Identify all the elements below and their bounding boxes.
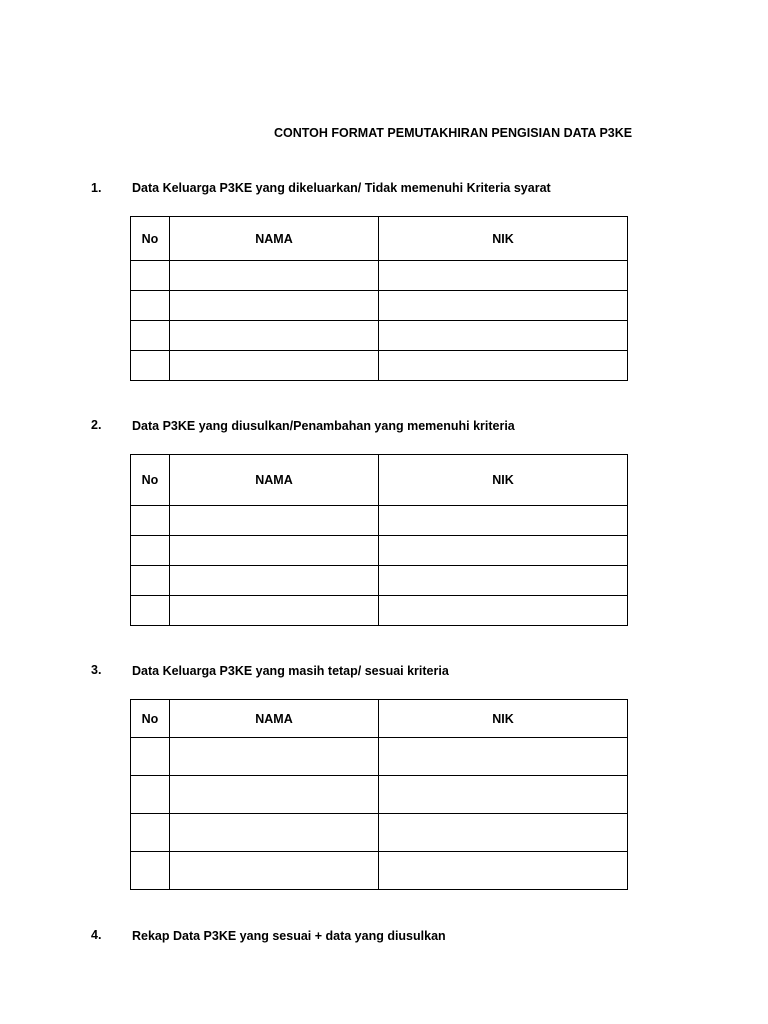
section-4-number: 4. [91, 928, 102, 942]
cell-no[interactable] [131, 506, 170, 536]
cell-nama[interactable] [170, 261, 379, 291]
table-row [131, 566, 628, 596]
section-3-table [130, 699, 628, 890]
cell-nik[interactable] [379, 291, 628, 321]
column-header-nik: NIK [379, 455, 628, 506]
cell-nama[interactable] [170, 596, 379, 626]
cell-nama[interactable] [170, 506, 379, 536]
table-header-row [131, 700, 628, 738]
cell-no[interactable] [131, 776, 170, 814]
cell-no[interactable] [131, 536, 170, 566]
table-row [131, 596, 628, 626]
column-header-nik: NIK [379, 700, 628, 738]
table-row [131, 852, 628, 890]
column-header-nik: NIK [379, 217, 628, 261]
cell-no[interactable] [131, 261, 170, 291]
table-row [131, 261, 628, 291]
column-header-no: No [131, 455, 170, 506]
section-1-heading: Data Keluarga P3KE yang dikeluarkan/ Tidak memenuhi Kriteria syarat [132, 181, 551, 195]
table-row [131, 291, 628, 321]
column-header-nama: NAMA [170, 700, 379, 738]
column-header-nama: NAMA [170, 455, 379, 506]
section-1-number: 1. [91, 181, 102, 195]
table-row [131, 814, 628, 852]
page-title: CONTOH FORMAT PEMUTAKHIRAN PENGISIAN DATA P3KE [274, 126, 633, 140]
cell-no[interactable] [131, 814, 170, 852]
cell-no[interactable] [131, 596, 170, 626]
section-2-heading: Data P3KE yang diusulkan/Penambahan yang memenuhi kriteria [132, 419, 515, 433]
section-2-number: 2. [91, 418, 102, 432]
column-header-nama: NAMA [170, 217, 379, 261]
cell-nik[interactable] [379, 776, 628, 814]
cell-no[interactable] [131, 351, 170, 381]
section-3-number: 3. [91, 663, 102, 677]
column-header-no: No [131, 700, 170, 738]
table-row [131, 776, 628, 814]
cell-nik[interactable] [379, 852, 628, 890]
cell-no[interactable] [131, 852, 170, 890]
cell-no[interactable] [131, 738, 170, 776]
cell-nama[interactable] [170, 536, 379, 566]
cell-no[interactable] [131, 566, 170, 596]
cell-nama[interactable] [170, 852, 379, 890]
cell-nama[interactable] [170, 321, 379, 351]
cell-nama[interactable] [170, 738, 379, 776]
cell-nik[interactable] [379, 321, 628, 351]
cell-nik[interactable] [379, 738, 628, 776]
cell-nama[interactable] [170, 291, 379, 321]
section-3-heading: Data Keluarga P3KE yang masih tetap/ sesuai kriteria [132, 664, 449, 678]
cell-nama[interactable] [170, 566, 379, 596]
table-row [131, 506, 628, 536]
section-2-table [130, 454, 628, 626]
table-row [131, 351, 628, 381]
table-row [131, 321, 628, 351]
cell-nama[interactable] [170, 776, 379, 814]
cell-nik[interactable] [379, 814, 628, 852]
table-row [131, 738, 628, 776]
cell-nik[interactable] [379, 506, 628, 536]
table-row [131, 536, 628, 566]
table-header-row [131, 217, 628, 261]
cell-nama[interactable] [170, 351, 379, 381]
cell-nama[interactable] [170, 814, 379, 852]
cell-nik[interactable] [379, 261, 628, 291]
cell-nik[interactable] [379, 536, 628, 566]
cell-no[interactable] [131, 291, 170, 321]
section-1-table [130, 216, 628, 381]
cell-no[interactable] [131, 321, 170, 351]
section-4-heading: Rekap Data P3KE yang sesuai + data yang diusulkan [132, 929, 446, 943]
cell-nik[interactable] [379, 596, 628, 626]
cell-nik[interactable] [379, 566, 628, 596]
table-header-row [131, 455, 628, 506]
cell-nik[interactable] [379, 351, 628, 381]
column-header-no: No [131, 217, 170, 261]
